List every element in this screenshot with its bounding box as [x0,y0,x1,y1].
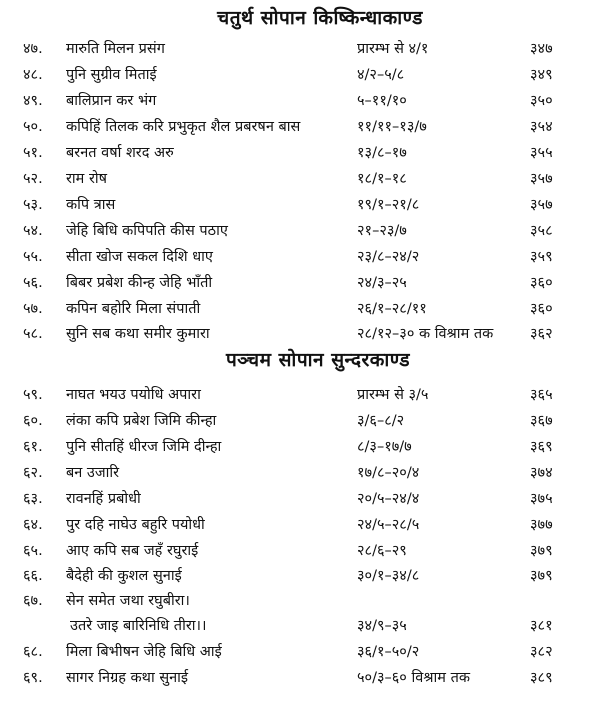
entry-range: २४/५–२८/५ [357,517,420,533]
entry-range: २०/५–२४/४ [357,491,420,507]
entry-page: ३५८ [530,223,553,239]
toc-entry [0,383,600,408]
entry-number: ४८. [23,67,43,83]
entry-range: २८/६–२९ [357,543,407,559]
section-heading-sundarkand: पञ्चम सोपान सुन्दरकाण्ड [225,349,410,371]
entry-range: २४/३–२५ [357,275,407,291]
entry-title: बालिप्रान कर भंग [66,93,157,109]
entry-range: प्रारम्भ से ४/१ [357,41,429,57]
toc-entry [0,640,600,665]
entry-title: कपिन बहोरि मिला संपाती [66,301,201,317]
toc-entry [0,271,600,296]
entry-range: १३/८–१७ [357,145,407,161]
entry-number: ५६. [23,275,43,291]
entry-page: ३७५ [530,491,553,507]
entry-page: ३५४ [530,119,553,135]
entry-page: ३७९ [530,543,553,559]
entry-title: पुनि सुग्रीव मिताई [66,67,157,83]
entry-range: ५०/३–६० विश्राम तक [357,670,470,686]
toc-entry [0,539,600,564]
entry-number: ६८. [23,644,43,660]
entry-title: पुनि सीतहिं धीरज जिमि दीन्हा [66,439,222,455]
entry-range: २६/१–२८/११ [357,301,427,317]
toc-entry [0,219,600,244]
toc-entry [0,564,600,589]
entry-number: ६७. [23,593,43,609]
entry-page: ३५० [530,93,553,109]
entry-page: ३६५ [530,387,553,403]
toc-entry [0,435,600,460]
entry-page: ३७९ [530,568,553,584]
entry-title: नाघत भयउ पयोधि अपारा [66,387,201,403]
entry-number: ५१. [23,145,43,161]
entry-number: ४९. [23,93,43,109]
toc-entry [0,589,600,614]
entry-number: ६६. [23,568,43,584]
entry-number: ६०. [23,413,43,429]
entry-title: मिला बिभीषन जेहि बिधि आई [66,644,222,660]
toc-entry [0,297,600,322]
toc-entry [0,487,600,512]
entry-page: ३४७ [530,41,553,57]
entry-page: ३६० [530,301,553,317]
section-heading-kishkindhakand: चतुर्थ सोपान किष्किन्धाकाण्ड [217,7,423,29]
entry-range: ३६/१–५०/२ [357,644,420,660]
entry-title: मारुति मिलन प्रसंग [66,41,165,57]
toc-entry [0,513,600,538]
toc-entry [0,63,600,88]
entry-range: ३०/१–३४/८ [357,568,420,584]
entry-number: ५८. [23,326,43,342]
toc-entry [0,409,600,434]
entry-page: ३६९ [530,439,553,455]
entry-number: ५९. [23,387,43,403]
entry-number: ५४. [23,223,43,239]
entry-page: ३५५ [530,145,553,161]
toc-entry [0,115,600,140]
entry-number: ४७. [23,41,43,57]
entry-page: ३८२ [530,644,553,660]
toc-entry [0,141,600,166]
toc-entry [0,167,600,192]
entry-title: जेहि बिधि कपिपति कीस पठाए [66,223,228,239]
entry-range: ११/११–१३/७ [357,119,427,135]
entry-title: बैदेही की कुशल सुनाई [66,568,182,584]
entry-title: रावनहिं प्रबोधी [66,491,141,507]
entry-range: ३/६–८/२ [357,413,405,429]
entry-title: बरनत वर्षा शरद अरु [66,145,174,161]
entry-number: ६५. [23,543,43,559]
entry-number: ५७. [23,301,43,317]
toc-entry [0,461,600,486]
entry-title: आए कपि सब जहँ रघुराई [66,543,199,559]
entry-title: बन उजारि [66,465,120,481]
entry-range: २८/१२–३० क विश्राम तक [357,326,494,342]
entry-number: ६२. [23,465,43,481]
entry-number: ६४. [23,517,43,533]
entry-page: ३६७ [530,413,553,429]
entry-title: राम रोष [66,171,108,187]
entry-title-continuation: उतरे जाइ बारिनिधि तीरा।। [70,618,207,634]
entry-page: ३७४ [530,465,553,481]
entry-title: सीता खोज सकल दिशि धाए [66,249,213,265]
entry-page: ३८१ [530,618,553,634]
entry-title: सेन समेत जथा रघुबीरा। [66,593,190,609]
entry-number: ६१. [23,439,43,455]
entry-title: लंका कपि प्रबेश जिमि कीन्हा [66,413,217,429]
entry-page: ३७७ [530,517,553,533]
entry-title: कपि त्रास [66,197,116,213]
entry-page: ३५७ [530,171,553,187]
entry-page: ३५९ [530,249,553,265]
entry-number: ६३. [23,491,43,507]
entry-range: ८/३–१७/७ [357,439,412,455]
toc-entry [0,193,600,218]
entry-range: ४/२–५/८ [357,67,405,83]
toc-entry [0,37,600,62]
entry-number: ५३. [23,197,43,213]
entry-page: ३८९ [530,670,553,686]
entry-title: बिबर प्रबेश कीन्ह जेहि भाँती [66,275,213,291]
entry-range: १९/१–२१/८ [357,197,420,213]
entry-range: २३/८–२४/२ [357,249,420,265]
entry-number: ५२. [23,171,43,187]
toc-entry [0,245,600,270]
entry-title: सुनि सब कथा समीर कुमारा [66,326,210,342]
entry-number: ५५. [23,249,43,265]
entry-title: सागर निग्रह कथा सुनाई [66,670,189,686]
entry-page: ३५७ [530,197,553,213]
toc-entry [0,322,600,347]
entry-title: कपिहिं तिलक करि प्रभुकृत शैल प्रबरषन बास [66,119,301,135]
entry-range: ३४/९–३५ [357,618,407,634]
entry-range: २१–२३/७ [357,223,407,239]
toc-entry-continuation [0,614,600,639]
entry-title: पुर दहि नाघेउ बहुरि पयोधी [66,517,205,533]
entry-page: ३६० [530,275,553,291]
entry-range: ५–११/१० [357,93,407,109]
entry-range: १८/१–१८ [357,171,407,187]
entry-page: ३६२ [530,326,553,342]
toc-entry [0,666,600,691]
toc-entry [0,89,600,114]
entry-number: ५०. [23,119,43,135]
entry-page: ३४९ [530,67,553,83]
entry-range: प्रारम्भ से ३/५ [357,387,429,403]
entry-range: १७/८–२०/४ [357,465,420,481]
entry-number: ६९. [23,670,43,686]
